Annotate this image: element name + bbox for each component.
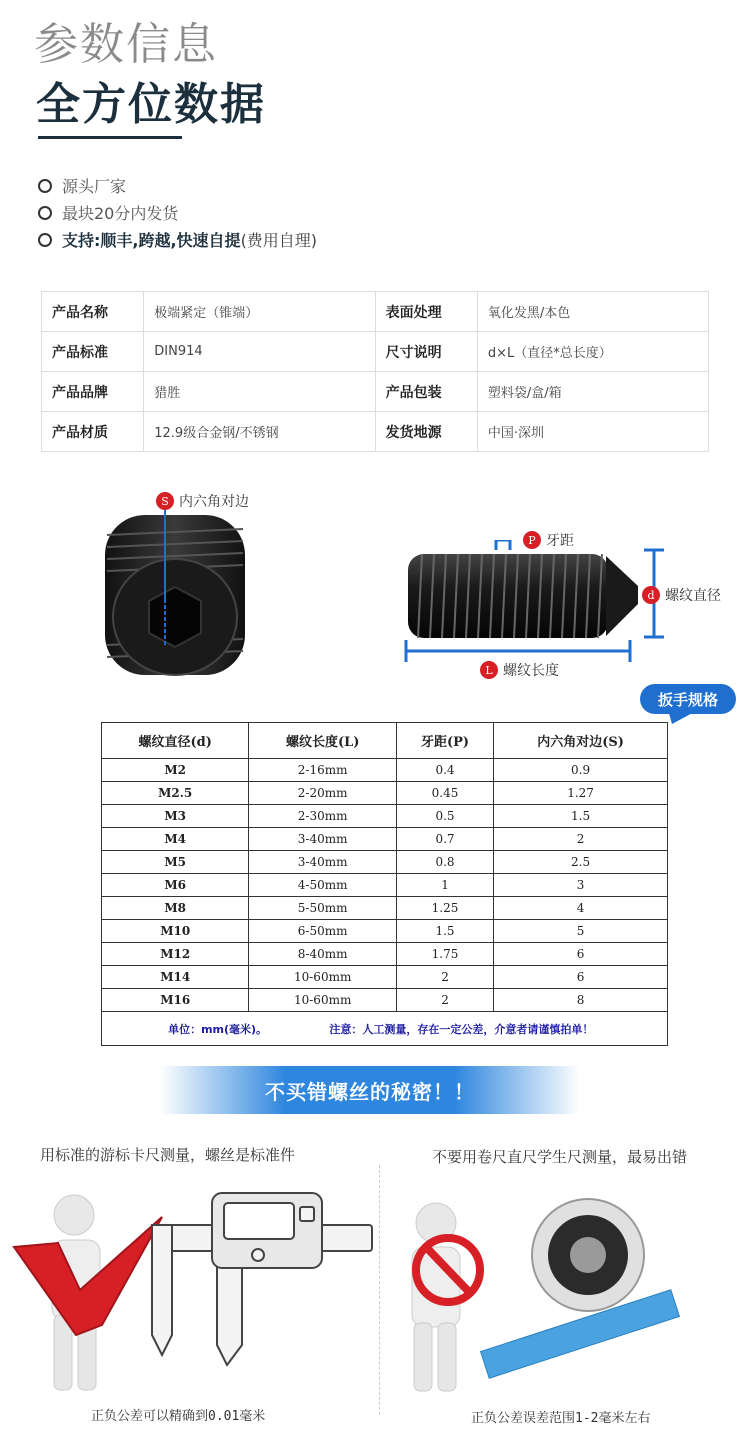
diameter-cell: M8 bbox=[102, 897, 249, 920]
circle-bullet-icon bbox=[38, 233, 52, 247]
table-note-row bbox=[102, 1012, 668, 1046]
info-value: 猎胜 bbox=[144, 372, 375, 412]
socket-size-cell: 5 bbox=[494, 920, 668, 943]
diameter-cell: M12 bbox=[102, 943, 249, 966]
info-value: 12.9级合金钢/不锈钢 bbox=[144, 412, 375, 452]
pitch-cell: 1 bbox=[396, 874, 493, 897]
socket-size-cell: 3 bbox=[494, 874, 668, 897]
l-marker-icon: L bbox=[480, 661, 498, 679]
d-label-text: 螺纹直径 bbox=[665, 588, 721, 604]
length-cell: 3-40mm bbox=[249, 851, 397, 874]
table-header-row bbox=[102, 723, 668, 759]
feature-item bbox=[38, 172, 317, 199]
diameter-cell: M16 bbox=[102, 989, 249, 1012]
caution-note: 注意：人工测量，存在一定公差，介意者请谨慎拍单！ bbox=[329, 1022, 594, 1036]
right-bottom-caption: 正负公差误差范围1-2毫米左右 bbox=[471, 1411, 651, 1426]
promo-banner: 不买错螺丝的秘密！！ bbox=[160, 1066, 580, 1114]
length-cell: 4-50mm bbox=[249, 874, 397, 897]
diameter-cell: M3 bbox=[102, 805, 249, 828]
table-row bbox=[102, 966, 668, 989]
s-label-text: 内六角对边 bbox=[179, 494, 249, 510]
pitch-cell: 0.45 bbox=[396, 782, 493, 805]
table-row bbox=[102, 897, 668, 920]
info-value: d×L（直径*总长度） bbox=[477, 332, 708, 372]
length-cell: 2-16mm bbox=[249, 759, 397, 782]
column-header: 内六角对边(S) bbox=[494, 723, 668, 759]
length-cell: 3-40mm bbox=[249, 828, 397, 851]
feature-text: 源头厂家 bbox=[62, 177, 127, 196]
wrench-spec-bubble: 扳手规格 bbox=[640, 684, 736, 714]
socket-size-cell: 6 bbox=[494, 943, 668, 966]
pitch-cell: 0.8 bbox=[396, 851, 493, 874]
table-row bbox=[42, 412, 709, 452]
info-key: 尺寸说明 bbox=[375, 332, 477, 372]
length-cell: 6-50mm bbox=[249, 920, 397, 943]
table-row bbox=[102, 920, 668, 943]
pitch-cell: 1.5 bbox=[396, 920, 493, 943]
info-value: 氧化发黑/本色 bbox=[477, 292, 708, 332]
feature-list bbox=[38, 172, 317, 253]
table-row bbox=[42, 372, 709, 412]
circle-bullet-icon bbox=[38, 179, 52, 193]
s-marker-icon: S bbox=[156, 492, 174, 510]
section-subtitle: 参数信息 bbox=[34, 19, 218, 70]
unit-note: 单位：mm(毫米)。 bbox=[168, 1022, 268, 1036]
table-note bbox=[102, 1012, 668, 1046]
socket-size-cell: 6 bbox=[494, 966, 668, 989]
table-row bbox=[102, 989, 668, 1012]
pitch-cell: 1.25 bbox=[396, 897, 493, 920]
socket-size-cell: 1.27 bbox=[494, 782, 668, 805]
length-cell: 2-20mm bbox=[249, 782, 397, 805]
pitch-cell: 0.7 bbox=[396, 828, 493, 851]
feature-item bbox=[38, 226, 317, 253]
p-label bbox=[523, 530, 574, 550]
spec-table bbox=[101, 722, 668, 1046]
caliper-icon bbox=[152, 1193, 372, 1365]
diameter-cell: M2.5 bbox=[102, 782, 249, 805]
right-caption: 不要用卷尺直尺学生尺测量，最易出错 bbox=[432, 1148, 688, 1166]
s-label bbox=[156, 491, 249, 511]
tape-measure-illustration bbox=[388, 1195, 688, 1400]
info-value: 塑料袋/盒/箱 bbox=[477, 372, 708, 412]
table-row bbox=[102, 851, 668, 874]
circle-bullet-icon bbox=[38, 206, 52, 220]
table-row bbox=[102, 874, 668, 897]
table-row bbox=[102, 943, 668, 966]
info-key: 表面处理 bbox=[375, 292, 477, 332]
table-row bbox=[42, 332, 709, 372]
info-key: 产品标准 bbox=[42, 332, 144, 372]
screw-side-view-illustration bbox=[398, 540, 668, 665]
length-cell: 8-40mm bbox=[249, 943, 397, 966]
diameter-cell: M10 bbox=[102, 920, 249, 943]
feature-text: 最块20分内发货 bbox=[62, 204, 179, 223]
info-key: 产品材质 bbox=[42, 412, 144, 452]
length-cell: 5-50mm bbox=[249, 897, 397, 920]
feature-item bbox=[38, 199, 317, 226]
info-value: DIN914 bbox=[144, 332, 375, 372]
tape-measure-icon bbox=[481, 1199, 680, 1378]
screw-end-view-illustration bbox=[95, 505, 255, 685]
section-title: 全方位数据 bbox=[36, 79, 266, 130]
l-label bbox=[480, 660, 559, 680]
diameter-cell: M6 bbox=[102, 874, 249, 897]
d-marker-icon: d bbox=[642, 586, 660, 604]
table-row bbox=[102, 828, 668, 851]
pitch-cell: 0.4 bbox=[396, 759, 493, 782]
info-value: 中国·深圳 bbox=[477, 412, 708, 452]
info-key: 产品包装 bbox=[375, 372, 477, 412]
section-divider bbox=[379, 1165, 381, 1415]
socket-size-cell: 4 bbox=[494, 897, 668, 920]
length-cell: 2-30mm bbox=[249, 805, 397, 828]
pitch-cell: 0.5 bbox=[396, 805, 493, 828]
title-underline bbox=[38, 136, 182, 139]
table-row bbox=[102, 805, 668, 828]
info-key: 产品品牌 bbox=[42, 372, 144, 412]
diameter-cell: M4 bbox=[102, 828, 249, 851]
p-label-text: 牙距 bbox=[546, 533, 574, 549]
table-row bbox=[42, 292, 709, 332]
info-key: 产品名称 bbox=[42, 292, 144, 332]
diameter-cell: M2 bbox=[102, 759, 249, 782]
bubble-tail-icon bbox=[668, 710, 698, 724]
left-bottom-caption: 正负公差可以精确到0.01毫米 bbox=[91, 1409, 266, 1424]
pitch-cell: 2 bbox=[396, 966, 493, 989]
length-cell: 10-60mm bbox=[249, 989, 397, 1012]
info-value: 极端紧定（锥端） bbox=[144, 292, 375, 332]
feature-suffix: (费用自理) bbox=[240, 231, 318, 250]
diameter-cell: M14 bbox=[102, 966, 249, 989]
table-row bbox=[102, 759, 668, 782]
product-info-table bbox=[41, 291, 709, 452]
pitch-cell: 2 bbox=[396, 989, 493, 1012]
socket-size-cell: 2.5 bbox=[494, 851, 668, 874]
d-label bbox=[642, 585, 721, 605]
socket-size-cell: 1.5 bbox=[494, 805, 668, 828]
p-marker-icon: P bbox=[523, 531, 541, 549]
socket-size-cell: 0.9 bbox=[494, 759, 668, 782]
caliper-measure-illustration bbox=[12, 1185, 377, 1400]
column-header: 牙距(P) bbox=[396, 723, 493, 759]
table-row bbox=[102, 782, 668, 805]
length-cell: 10-60mm bbox=[249, 966, 397, 989]
info-key: 发货地源 bbox=[375, 412, 477, 452]
diameter-cell: M5 bbox=[102, 851, 249, 874]
left-caption: 用标准的游标卡尺测量，螺丝是标准件 bbox=[40, 1146, 296, 1164]
l-label-text: 螺纹长度 bbox=[503, 663, 559, 679]
feature-text: 支持:顺丰,跨越,快速自提 bbox=[62, 231, 241, 250]
column-header: 螺纹直径(d) bbox=[102, 723, 249, 759]
pitch-cell: 1.75 bbox=[396, 943, 493, 966]
socket-size-cell: 2 bbox=[494, 828, 668, 851]
column-header: 螺纹长度(L) bbox=[249, 723, 397, 759]
socket-size-cell: 8 bbox=[494, 989, 668, 1012]
